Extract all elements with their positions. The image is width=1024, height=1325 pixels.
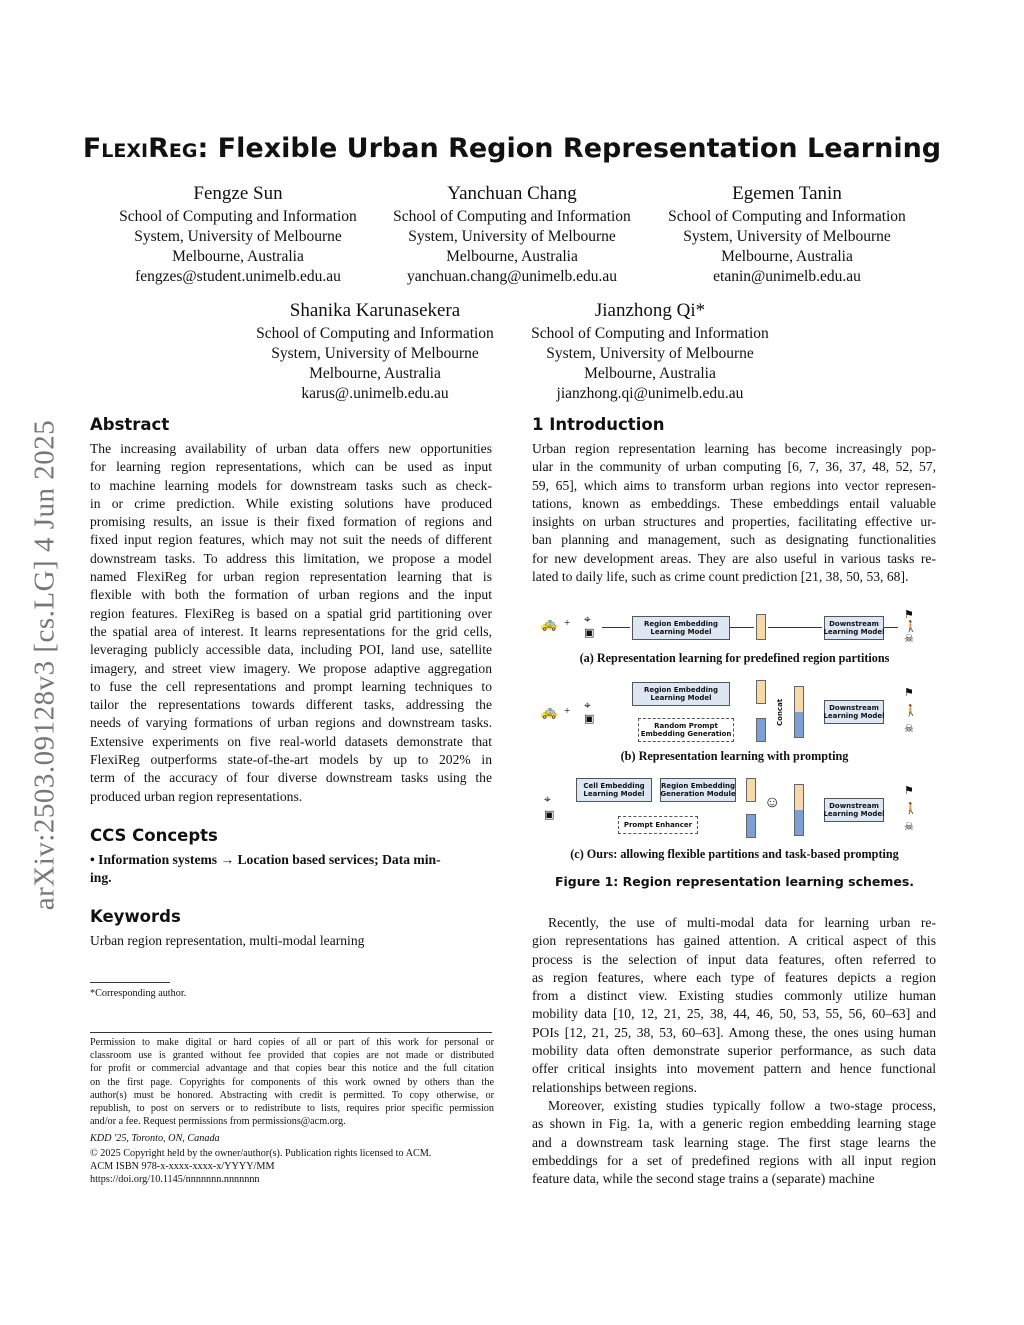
- text-line: as region features, where each type of features depicts a region: [532, 969, 936, 985]
- cell-embedding-box: Cell Embedding Learning Model: [576, 778, 652, 802]
- text-line: process is the selection of input data features, often referred to: [532, 951, 936, 967]
- figure-1b-caption: (b) Representation learning with prompting: [620, 749, 849, 763]
- plus-icon: +: [564, 705, 571, 717]
- text-line: from a distinct view. Existing studies commonly utilize human: [532, 988, 936, 1004]
- arxiv-sidebar: [30, 385, 60, 945]
- region-generation-box: Region Embedding Generation Module: [660, 778, 736, 802]
- embedding-vector: [756, 614, 766, 640]
- text-line: tailor the representations towards different tasks, addressing the: [90, 697, 492, 713]
- text-line: gion representations has gained attention. A critical aspect of this: [532, 933, 936, 949]
- author-affiliation: School of Computing and Information: [256, 325, 494, 342]
- text-line: POIs [12, 21, 25, 38, 53, 60–63]. Among these, the ones using human: [532, 1024, 936, 1040]
- author-name: Egemen Tanin: [732, 183, 842, 204]
- author-location: Melbourne, Australia: [721, 248, 853, 265]
- text-line: and/or a fee. Request permissions from permissions@acm.org.: [90, 1116, 346, 1128]
- author-email[interactable]: yanchuan.chang@unimelb.edu.au: [406, 268, 618, 285]
- author-location: Melbourne, Australia: [172, 248, 304, 265]
- text-line: Extensive experiments on five real-world datasets demonstrate that: [90, 733, 492, 749]
- author-name: Shanika Karunasekera: [289, 300, 461, 321]
- walk-icon: 🚶: [904, 621, 918, 633]
- text-line: mobility data often demonstrate superior performance, as such data: [532, 1043, 936, 1059]
- text-line: fixed input region features, which may not suit the needs of different: [90, 532, 492, 548]
- figure-1c: [532, 774, 937, 840]
- figure-1a: [532, 606, 937, 644]
- author-email[interactable]: karus@.unimelb.edu.au: [301, 385, 449, 402]
- concat-vector: [794, 784, 804, 836]
- region-embedding-box: Region Embedding Learning Model: [632, 616, 730, 640]
- intro-text-continued: [532, 914, 936, 1188]
- concat-label: Concat: [776, 698, 784, 726]
- text-line: Moreover, existing studies typically follow a two-stage process,: [548, 1097, 936, 1113]
- crime-icon: ☠: [904, 821, 914, 833]
- figure-1a-caption: (a) Representation learning for predefined region partitions: [579, 651, 890, 665]
- location-icon: ⌖: [584, 698, 591, 712]
- author-email[interactable]: jianzhong.qi@unimelb.edu.au: [556, 385, 744, 402]
- text-line: The increasing availability of urban data offers new opportunities: [90, 441, 492, 456]
- text-line: mobility data [10, 12, 21, 25, 38, 44, 46, 50, 53, 55, 56, 60–63] and: [532, 1006, 936, 1022]
- ccs-text: [90, 851, 494, 888]
- walk-icon: 🚶: [904, 803, 918, 815]
- author-affiliation: School of Computing and Information: [119, 208, 357, 225]
- text-line: lated to daily life, such as crime count prediction [21, 38, 50, 53, 68].: [532, 569, 909, 585]
- text-line: republish, to post on servers or to redistribute to lists, requires prior specific permission: [90, 1103, 494, 1115]
- text-line: promising results, an issue is their fixed formation of regions and: [90, 514, 492, 530]
- abstract-text: [90, 440, 492, 806]
- text-line: for learning region representations, which can be used as input: [90, 459, 492, 475]
- text-line: FlexiReg outperforms state-of-the-art models by up to 202% in: [90, 752, 492, 768]
- text-line: named FlexiReg for urban region representation learning that is: [90, 569, 492, 585]
- flag-icon: ⚑: [904, 609, 914, 621]
- footnote-rule: [90, 982, 170, 983]
- doi-link[interactable]: https://doi.org/10.1145/nnnnnnn.nnnnnnn: [90, 1174, 260, 1185]
- author-block: [98, 181, 378, 287]
- isbn: ACM ISBN 978-x-xxxx-xxxx-x/YYYY/MM: [90, 1161, 275, 1172]
- prompt-vector: [756, 718, 766, 742]
- text-line: for new development areas. They are also useful in various tasks re-: [532, 550, 936, 566]
- random-prompt-box: Random Prompt Embedding Generation: [638, 718, 734, 742]
- text-line: to machine learning models for downstream tasks such as check-: [90, 477, 492, 493]
- text-line: produced urban region representations.: [90, 788, 303, 804]
- text-line: needs of varying formations of urban regions and downstream tasks.: [90, 715, 492, 731]
- footnote: *Corresponding author.: [90, 988, 187, 999]
- venue: KDD '25, Toronto, ON, Canada: [90, 1133, 220, 1144]
- walk-icon: 🚶: [904, 705, 918, 717]
- figure-1c-caption: (c) Ours: allowing flexible partitions and task-based prompting: [570, 847, 899, 861]
- text-line: offer critical insights into movement pattern and hence functional: [532, 1061, 936, 1077]
- plus-icon: +: [564, 617, 571, 629]
- keywords-heading: Keywords: [90, 907, 181, 926]
- embedding-vector: [746, 778, 756, 802]
- text-line: ban planning and management, such as designating functionalities: [532, 532, 936, 548]
- embedding-vector: [756, 680, 766, 704]
- ccs-line: ing.: [90, 870, 112, 886]
- text-line: the spatial area of interest. It learns representations for the grid cells,: [90, 623, 492, 639]
- region-embedding-box: Region Embedding Learning Model: [632, 682, 730, 706]
- author-name: Jianzhong Qi*: [594, 300, 706, 321]
- text-line: tations, known as embeddings. These embeddings entail valuable: [532, 495, 936, 511]
- author-affiliation: School of Computing and Information: [393, 208, 631, 225]
- prompt-vector: [746, 814, 756, 838]
- text-line: on the first page. Copyrights for components of this work owned by others than the: [90, 1076, 494, 1088]
- author-block: [372, 181, 652, 287]
- flag-icon: ⚑: [904, 785, 914, 797]
- text-line: author(s) must be honored. Abstracting with credit is permitted. To copy otherwise, or: [90, 1089, 494, 1101]
- text-line: region features. FlexiReg is based on a spatial grid partitioning over: [90, 605, 492, 621]
- paper-title: [0, 133, 1024, 164]
- text-line: to fuse the cell representations and prompt learning techniques to: [90, 678, 492, 694]
- text-line: imagery, and street view imagery. We propose adaptive aggregation: [90, 660, 492, 676]
- author-affiliation: System, University of Melbourne: [134, 228, 342, 245]
- author-block: [510, 298, 790, 404]
- image-icon: ▣: [584, 627, 595, 639]
- car-icon: 🚕: [540, 617, 558, 632]
- crime-icon: ☠: [904, 633, 914, 645]
- text-line: downstream tasks. To address this limitation, we propose a model: [90, 550, 492, 566]
- author-block: [647, 181, 927, 287]
- text-line: embeddings for a set of predefined regions with all input region: [532, 1152, 936, 1168]
- keywords-text: Urban region representation, multi-modal learning: [90, 933, 365, 948]
- text-line: relationships between regions.: [532, 1079, 697, 1095]
- author-affiliation: System, University of Melbourne: [683, 228, 891, 245]
- location-icon: ⌖: [544, 792, 551, 806]
- author-location: Melbourne, Australia: [584, 365, 716, 382]
- location-icon: ⌖: [584, 612, 591, 626]
- brain-icon: ☺: [764, 794, 781, 811]
- downstream-box: Downstream Learning Model: [824, 798, 884, 822]
- text-line: in or crime prediction. While existing solutions have produced: [90, 495, 492, 511]
- text-line: Urban region representation learning has become increasingly pop-: [532, 441, 936, 456]
- text-line: Permission to make digital or hard copies of all or part of this work for personal or: [90, 1037, 494, 1048]
- permission-text: [90, 1036, 494, 1128]
- author-email[interactable]: etanin@unimelb.edu.au: [713, 268, 861, 285]
- author-affiliation: System, University of Melbourne: [271, 345, 479, 362]
- text-line: ular in the community of urban computing [6, 7, 36, 37, 48, 52, 57,: [532, 459, 936, 475]
- text-line: flexible with both the formation of urban regions and the input: [90, 587, 492, 603]
- ccs-line: • Information systems → Location based services; Data min-: [90, 852, 441, 867]
- text-line: for profit or commercial advantage and that copies bear this notice and the full citation: [90, 1063, 494, 1075]
- text-line: Recently, the use of multi-modal data for learning urban re-: [548, 915, 936, 930]
- arxiv-identifier: arXiv:2503.09128v3 [cs.LG] 4 Jun 2025: [28, 419, 61, 911]
- model-name: FlexiReg: [82, 133, 198, 164]
- author-name: Fengze Sun: [193, 183, 283, 204]
- text-line: insights on urban structures and properties, facilitating effective ur-: [532, 514, 936, 530]
- crime-icon: ☠: [904, 723, 914, 735]
- author-affiliation: School of Computing and Information: [668, 208, 906, 225]
- image-icon: ▣: [584, 713, 595, 725]
- abstract-heading: Abstract: [90, 415, 170, 434]
- downstream-box: Downstream Learning Model: [824, 616, 884, 640]
- title-rest: : Flexible Urban Region Representation Learning: [197, 133, 942, 164]
- author-location: Melbourne, Australia: [446, 248, 578, 265]
- prompt-enhancer-box: Prompt Enhancer: [618, 816, 698, 834]
- author-affiliation: School of Computing and Information: [531, 325, 769, 342]
- figure-1b: [532, 676, 937, 744]
- text-line: as shown in Fig. 1a, with a generic region embedding learning stage: [532, 1116, 936, 1132]
- downstream-box: Downstream Learning Model: [824, 700, 884, 724]
- author-affiliation: System, University of Melbourne: [408, 228, 616, 245]
- intro-heading: 1 Introduction: [532, 415, 665, 434]
- image-icon: ▣: [544, 809, 555, 821]
- author-affiliation: System, University of Melbourne: [546, 345, 754, 362]
- ccs-heading: CCS Concepts: [90, 826, 218, 845]
- text-line: classroom use is granted without fee provided that copies are not made or distributed: [90, 1050, 494, 1062]
- copyright: © 2025 Copyright held by the owner/author(s). Publication rights licensed to ACM.: [90, 1148, 432, 1159]
- text-line: and a downstream task learning stage. The first stage learns the: [532, 1134, 936, 1150]
- concat-vector: [794, 686, 804, 738]
- figure-1-caption: Figure 1: Region representation learning schemes.: [554, 874, 915, 889]
- author-block: [235, 298, 515, 404]
- author-email[interactable]: fengzes@student.unimelb.edu.au: [135, 268, 341, 285]
- author-name: Yanchuan Chang: [447, 183, 577, 204]
- author-location: Melbourne, Australia: [309, 365, 441, 382]
- text-line: term of the accuracy of four diverse downstream tasks using the: [90, 770, 492, 786]
- permission-rule: [90, 1032, 492, 1033]
- intro-text: [532, 440, 936, 586]
- text-line: 59, 65], which aims to transform urban regions into vector represen-: [532, 477, 936, 493]
- flag-icon: ⚑: [904, 687, 914, 699]
- car-icon: 🚕: [540, 705, 558, 720]
- text-line: leveraging publicly accessible data, including POI, land use, satellite: [90, 642, 492, 658]
- text-line: feature data, while the second stage trains a (separate) machine: [532, 1171, 875, 1187]
